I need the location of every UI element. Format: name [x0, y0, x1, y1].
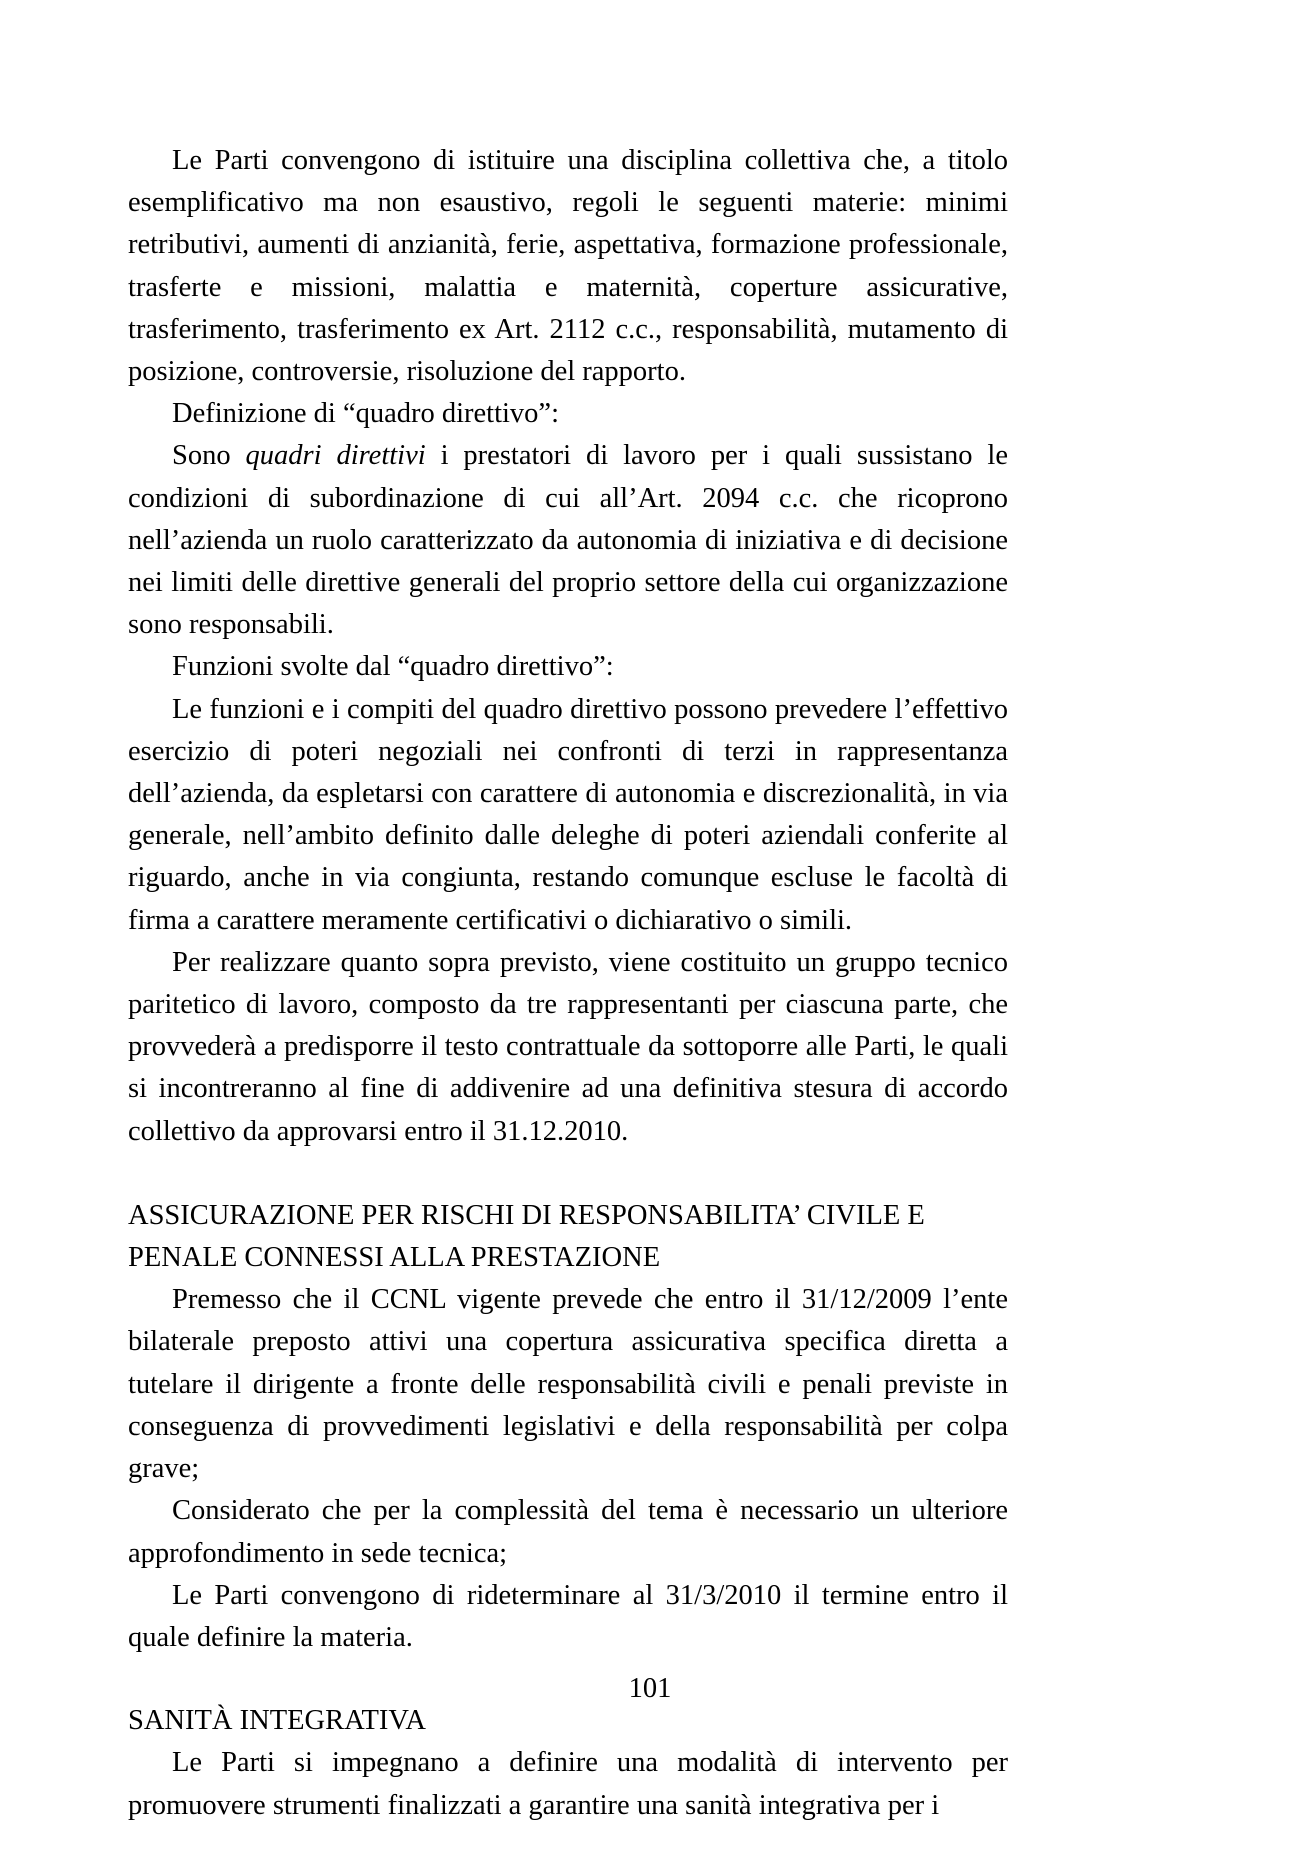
text-after-italic: i prestatori di lavoro per i quali sussistano le condizioni di subordinazione di cui all’Art. 2094 c.c. che ricoprono nell’azienda un ruolo caratterizzato da autonomia di iniziativa e di decisione nei limiti delle direttive generali del proprio settore della cui organizzazione sono responsabili.: [128, 440, 1009, 641]
heading-assicurazione-rischi-responsabilita: ASSICURAZIONE PER RISCHI DI RESPONSABILITA’ CIVILE E PENALE CONNESSI ALLA PRESTAZIONE: [128, 1199, 925, 1274]
paragraph-institute-collective-discipline: Le Parti convengono di istituire una disciplina collettiva che, a titolo esemplificativo ma non esaustivo, regoli le seguenti materie: minimi retributivi, aumenti di anzianità, ferie, aspettativa, formazione professionale, trasferte e missioni, malattia e maternità, coperture assicurative, trasferimento, trasferimento ex Art. 2112 c.c., responsabilità, mutamento di posizione, controversie, risoluzione del rapporto.: [128, 145, 1008, 388]
paragraph-considerato-complessita-tema: Considerato che per la complessità del tema è necessario un ulteriore approfondimento in sede tecnica;: [128, 1495, 1008, 1569]
heading-sanita-integrativa: SANITÀ INTEGRATIVA: [128, 1705, 426, 1737]
paragraph-funzioni-compiti-quadro-direttivo: Le funzioni e i compiti del quadro direttivo possono prevedere l’effettivo esercizio di poteri negoziali nei confronti di terzi in rappresentanza dell’azienda, da espletarsi con carattere di autonomia e discrezionalità, in via generale, nell’ambito definito dalle deleghe di poteri aziendali conferite al riguardo, anche in via congiunta, restando comunque escluse le facoltà di firma a carattere meramente certificativi o dichiarativo o simili.: [128, 693, 1008, 936]
spacer-before-assicurazione-heading: [128, 1153, 1008, 1195]
paragraph-quadri-direttivi-definition: [128, 435, 1008, 646]
paragraph-gruppo-tecnico-paritetico: Per realizzare quanto sopra previsto, viene costituito un gruppo tecnico paritetico di lavoro, composto da tre rappresentanti per ciascuna parte, che provvederà a predisporre il testo contrattuale da sottoporre alle Parti, le quali si incontreranno al fine di addivenire ad una definitiva stesura di accordo collettivo da approvarsi entro il 31.12.2010.: [128, 946, 1008, 1147]
italic-term-quadri-direttivi: quadri direttivi: [245, 440, 426, 472]
page-number: 101: [628, 1673, 672, 1704]
paragraph-sanita-integrativa-body: Le Parti si impegnano a definire una modalità di intervento per promuovere strumenti finalizzati a garantire una sanità integrativa per i: [128, 1747, 1008, 1821]
text-before-italic: Sono: [172, 440, 246, 472]
paragraph-definition-quadro-direttivo: Definizione di “quadro direttivo”:: [172, 398, 559, 430]
paragraph-funzioni-svolte-heading-line: Funzioni svolte dal “quadro direttivo”:: [172, 651, 614, 683]
paragraph-premesso-ccnl-vigente: Premesso che il CCNL vigente prevede che entro il 31/12/2009 l’ente bilaterale preposto attivi una copertura assicurativa specifica diretta a tutelare il dirigente a fronte delle responsabilità civili e penali previste in conseguenza di provvedimenti legislativi e della responsabilità per colpa grave;: [128, 1284, 1008, 1485]
page-text-column: [128, 140, 1008, 1827]
paragraph-rideterminare-termine: Le Parti convengono di rideterminare al 31/3/2010 il termine entro il quale definire la materia.: [128, 1579, 1008, 1653]
